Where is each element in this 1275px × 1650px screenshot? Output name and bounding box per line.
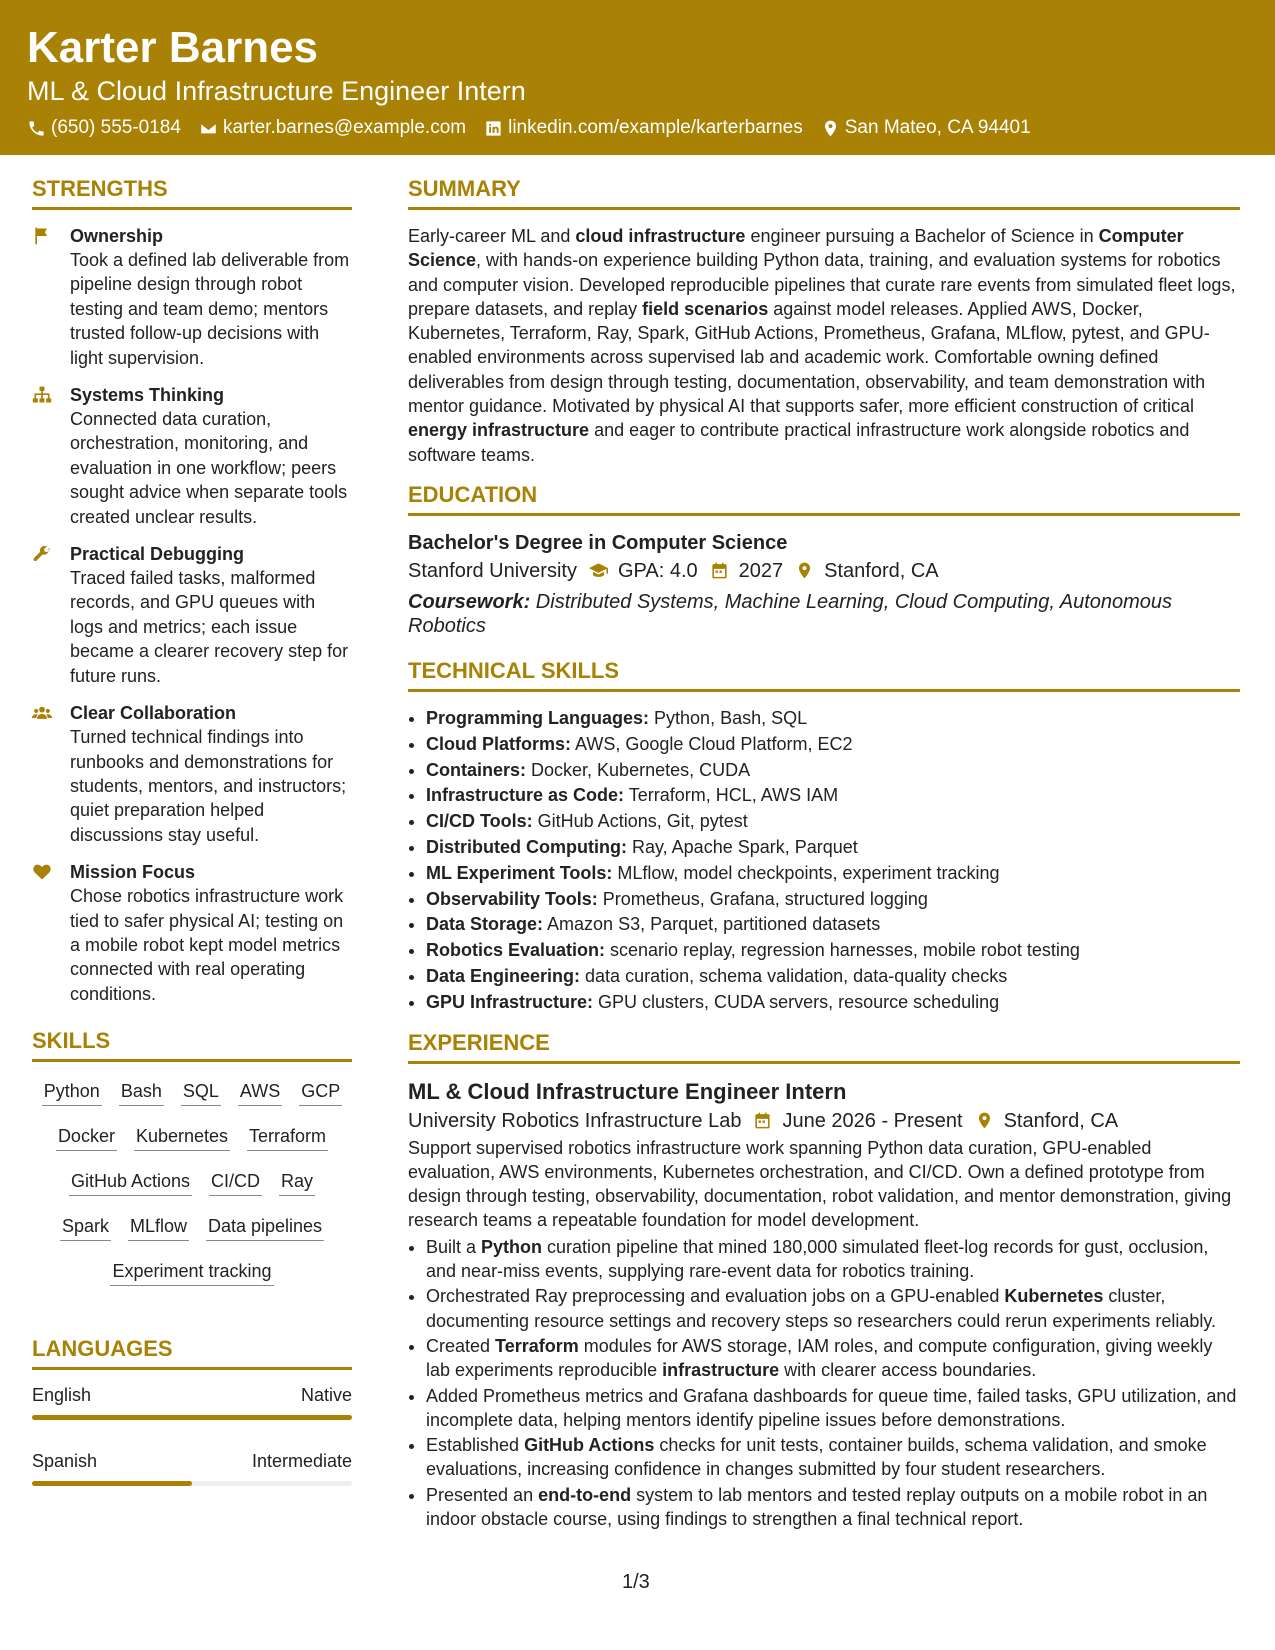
list-item: • Built a Python curation pipeline that mined 180,000 simulated fleet-log records for gust, occlusion, and near-miss events, supplying rare-event data for robotics training. <box>426 1235 1240 1284</box>
job-location: Stanford, CA <box>1003 1109 1119 1132</box>
list-item: • Observability Tools: Prometheus, Grafana, structured logging <box>426 887 1240 913</box>
list-item: • Data Engineering: data curation, schema validation, data-quality checks <box>426 964 1240 990</box>
education-meta <box>408 556 1240 586</box>
organization: University Robotics Infrastructure Lab <box>408 1109 742 1132</box>
job-title: ML & Cloud Infrastructure Engineer Intern <box>408 1078 847 1104</box>
linkedin-text[interactable]: linkedin.com/example/karterbarnes <box>508 117 803 138</box>
map-marker-icon <box>821 119 840 138</box>
page-number: 1/3 <box>622 1571 650 1593</box>
coursework <box>408 590 1240 638</box>
language-proficiency-bar <box>32 1415 352 1420</box>
phone-text: (650) 555-0184 <box>51 117 181 138</box>
education-heading: EDUCATION <box>408 482 1240 516</box>
contact-email[interactable] <box>199 116 466 140</box>
skill-tag: Docker <box>56 1125 117 1151</box>
skill-tag: SQL <box>181 1080 221 1106</box>
coursework-list: Distributed Systems, Machine Learning, Cloud Computing, Autonomous Robotics <box>408 590 1173 637</box>
list-item: • Data Storage: Amazon S3, Parquet, partitioned datasets <box>426 912 1240 938</box>
skill-tag: Ray <box>279 1170 315 1196</box>
technical-skills-list <box>408 706 1240 1016</box>
skill-tag: GCP <box>299 1080 342 1106</box>
list-item: • Presented an end-to-end system to lab mentors and tested replay outputs on a mobile robot in an indoor obstacle course, using findings to strengthen a final technical report. <box>426 1483 1240 1532</box>
map-marker-icon <box>975 1111 994 1130</box>
flag-icon <box>32 226 52 246</box>
list-item: • Created Terraform modules for AWS storage, IAM roles, and compute configuration, giving weekly lab experiments reproducible infrastructure with clearer access boundaries. <box>426 1334 1240 1383</box>
strength-title: Clear Collaboration <box>70 703 237 724</box>
strength-title: Systems Thinking <box>70 385 225 406</box>
language-level: Intermediate <box>251 1451 352 1472</box>
languages-heading: LANGUAGES <box>32 1336 352 1370</box>
list-item: • Orchestrated Ray preprocessing and evaluation jobs on a GPU-enabled Kubernetes cluster, documenting resource settings and recovery steps so researchers could rerun experiments reliably. <box>426 1284 1240 1333</box>
skill-tag: MLflow <box>128 1215 189 1241</box>
email-text[interactable]: karter.barnes@example.com <box>222 117 467 138</box>
users-icon <box>32 703 52 723</box>
strength-description: Turned technical findings into runbooks and demonstrations for students, mentors, and instructors; quiet preparation helped discussions stay useful. <box>70 727 347 845</box>
experience-bullets <box>408 1235 1240 1532</box>
strength-title: Practical Debugging <box>70 544 245 565</box>
right-column <box>408 176 1240 1532</box>
list-item: • Cloud Platforms: AWS, Google Cloud Platform, EC2 <box>426 732 1240 758</box>
school-location: Stanford, CA <box>824 559 939 582</box>
candidate-title: ML & Cloud Infrastructure Engineer Intern <box>27 76 526 106</box>
list-item: • ML Experiment Tools: MLflow, model checkpoints, experiment tracking <box>426 861 1240 887</box>
language-level: Native <box>300 1385 352 1406</box>
skill-tag: Python <box>42 1080 102 1106</box>
graduation-cap-icon <box>589 561 608 580</box>
skills-heading: SKILLS <box>32 1028 352 1062</box>
skill-tag: Kubernetes <box>134 1125 230 1151</box>
language-item <box>32 1450 352 1486</box>
summary-text: Early-career ML and cloud infrastructure engineer pursuing a Bachelor of Science in Computer Science, with hands-on experience building Python data, training, and evaluation systems for robotics and computer vision. Developed reproducible pipelines that curate rare events from simulated fleet logs, prepare datasets, and replay field scenarios against model releases. Applied AWS, Docker, Kubernetes, Terraform, Ray, Spark, GitHub Actions, Prometheus, Grafana, MLflow, pytest, and GPU-enabled environments across supervised lab and academic work. Comfortable owning defined deliverables from design through testing, documentation, observability, and team demonstration with mentor guidance. Motivated by physical AI that supports safer, more efficient construction of critical energy infrastructure and eager to contribute practical infrastructure work alongside robotics and software teams. <box>408 226 1236 465</box>
contact-bar <box>27 116 1031 140</box>
list-item: • Added Prometheus metrics and Grafana dashboards for queue time, failed tasks, GPU utilization, and incomplete data, helping mentors identify pipeline issues before demonstrations. <box>426 1384 1240 1433</box>
envelope-icon <box>199 119 218 138</box>
language-name: Spanish <box>32 1451 98 1472</box>
strength-item <box>32 542 352 688</box>
contact-location <box>821 116 1031 140</box>
strength-description: Chose robotics infrastructure work tied to safer physical AI; testing on a mobile robot kept model metrics connected with real operating conditions. <box>70 886 344 1004</box>
skills-tags <box>32 1076 352 1286</box>
map-marker-icon <box>795 561 814 580</box>
experience-heading: EXPERIENCE <box>408 1030 1240 1064</box>
strength-description: Connected data curation, orchestration, monitoring, and evaluation in one workflow; peers sought advice when separate tools created unclear results. <box>70 409 348 527</box>
list-item: • GPU Infrastructure: GPU clusters, CUDA servers, resource scheduling <box>426 990 1240 1016</box>
school-name: Stanford University <box>408 559 577 582</box>
list-item: • Infrastructure as Code: Terraform, HCL, AWS IAM <box>426 783 1240 809</box>
list-item: • Distributed Computing: Ray, Apache Spark, Parquet <box>426 835 1240 861</box>
list-item: • Programming Languages: Python, Bash, SQL <box>426 706 1240 732</box>
job-dates: June 2026 - Present <box>782 1109 963 1132</box>
skill-tag: Spark <box>60 1215 111 1241</box>
contact-phone <box>27 116 181 140</box>
job-description: Support supervised robotics infrastructure work spanning Python data curation, GPU-enabled evaluation, AWS environments, Kubernetes orchestration, and CI/CD. Own a defined prototype from design through testing, observability, documentation, robot validation, and mentor demonstration, giving research teams a repeatable foundation for model development. <box>408 1137 1232 1231</box>
heart-icon <box>32 862 52 882</box>
degree-title: Bachelor's Degree in Computer Science <box>408 531 788 554</box>
linkedin-icon <box>484 119 503 138</box>
list-item: • Established GitHub Actions checks for unit tests, container builds, schema validation, and smoke evaluations, increasing confidence in changes submitted by four student researchers. <box>426 1433 1240 1482</box>
skill-tag: GitHub Actions <box>69 1170 192 1196</box>
contact-linkedin[interactable] <box>484 116 803 140</box>
strength-description: Traced failed tasks, malformed records, and GPU queues with logs and metrics; each issue became a clearer recovery step for future runs. <box>70 568 349 686</box>
list-item: • CI/CD Tools: GitHub Actions, Git, pytest <box>426 809 1240 835</box>
resume-header <box>0 0 1275 155</box>
left-column <box>32 176 352 1516</box>
wrench-icon <box>32 544 52 564</box>
language-proficiency-fill <box>32 1481 192 1486</box>
calendar-icon <box>753 1111 772 1130</box>
phone-icon <box>27 119 46 138</box>
list-item: • Containers: Docker, Kubernetes, CUDA <box>426 758 1240 784</box>
skill-tag: AWS <box>238 1080 282 1106</box>
language-item <box>32 1384 352 1420</box>
strength-item <box>32 860 352 1006</box>
strengths-heading: STRENGTHS <box>32 176 352 210</box>
language-proficiency-bar <box>32 1481 352 1486</box>
strength-item <box>32 701 352 847</box>
calendar-icon <box>710 561 729 580</box>
skill-tag: Experiment tracking <box>110 1260 273 1286</box>
graduation-year: 2027 <box>738 559 784 582</box>
strength-title: Mission Focus <box>70 862 196 883</box>
summary-heading: SUMMARY <box>408 176 1240 210</box>
skill-tag: Bash <box>119 1080 164 1106</box>
strength-description: Took a defined lab deliverable from pipeline design through robot testing and team demo; mentors trusted follow-up decisions with light supervision. <box>70 250 350 368</box>
language-proficiency-fill <box>32 1415 352 1420</box>
list-item: • Robotics Evaluation: scenario replay, regression harnesses, mobile robot testing <box>426 938 1240 964</box>
language-name: English <box>32 1385 92 1406</box>
strength-title: Ownership <box>70 226 164 246</box>
gpa: GPA: 4.0 <box>617 559 698 582</box>
skill-tag: Terraform <box>247 1125 328 1151</box>
strength-item <box>32 224 352 370</box>
skill-tag: Data pipelines <box>206 1215 324 1241</box>
candidate-name: Karter Barnes <box>27 23 319 72</box>
job-meta <box>408 1106 1240 1136</box>
strength-item <box>32 383 352 529</box>
skill-tag: CI/CD <box>209 1170 262 1196</box>
coursework-label: Coursework: <box>408 590 531 613</box>
sitemap-icon <box>32 385 52 405</box>
location-text: San Mateo, CA 94401 <box>844 117 1031 138</box>
technical-skills-heading: TECHNICAL SKILLS <box>408 658 1240 692</box>
